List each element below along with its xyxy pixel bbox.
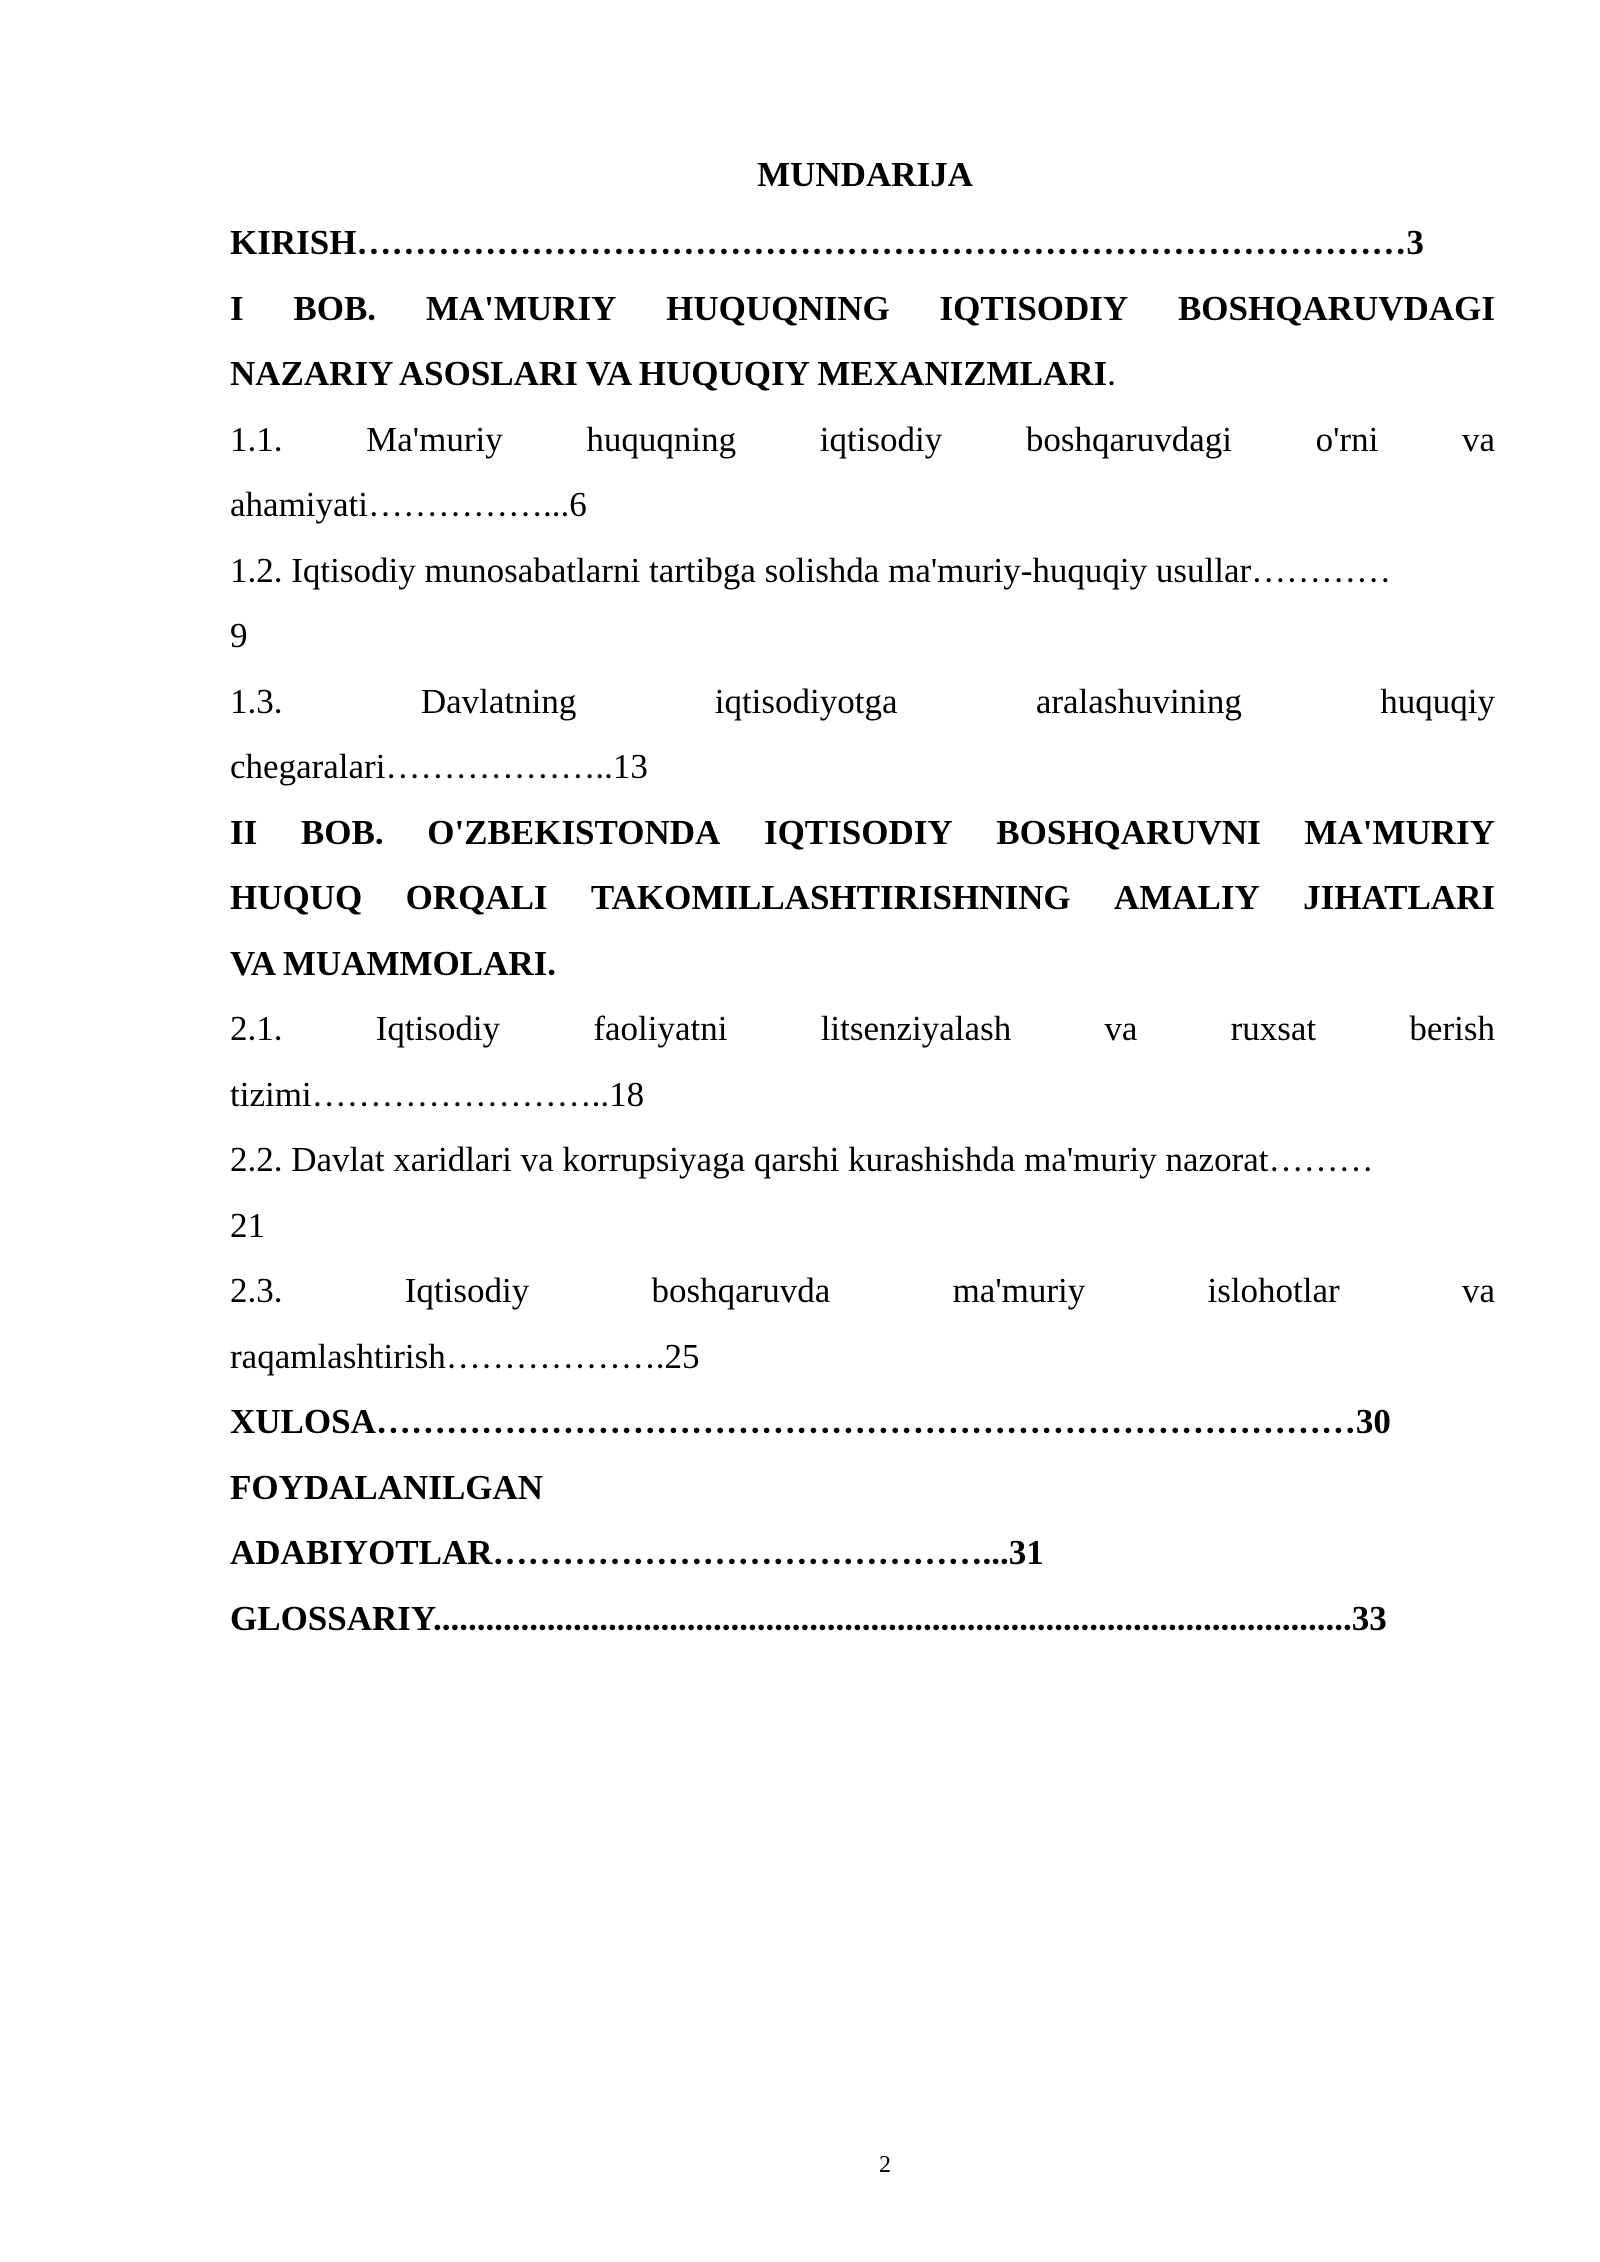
toc-entry-glossariy: GLOSSARIY.........................................................................................................33 (230, 1598, 1387, 1638)
toc-section-1-1-line-2: ahamiyati……………...6 (230, 485, 587, 524)
toc-section-1-1-line-1 (230, 407, 1495, 473)
word: O'ZBEKISTONDA (427, 812, 721, 852)
word: ma'muriy (952, 1271, 1086, 1310)
word: litsenziyalash (820, 1009, 1012, 1048)
word: 2.3. (230, 1271, 283, 1310)
toc-entry-xulosa: XULOSA…………………………………………………………………………30 (230, 1402, 1391, 1441)
word: faoliyatni (593, 1009, 728, 1048)
toc-chapter-2-line-1 (230, 800, 1495, 866)
toc-section-2-3-line-1 (230, 1258, 1495, 1324)
word: aralashuvining (1035, 681, 1242, 721)
toc-section-2-1-line-2: tizimi……………………..18 (230, 1074, 645, 1114)
word: va (1461, 419, 1495, 459)
word: boshqaruvda (651, 1271, 831, 1310)
toc-section-2-2-line-1: 2.2. Davlat xaridlari va korrupsiyaga qarshi kurashishda ma'muriy nazorat……… (230, 1140, 1374, 1179)
word: Davlatning (420, 681, 577, 721)
toc-entry-foydalanilgan-line-2: ADABIYOTLAR……………………………………...31 (230, 1533, 1044, 1572)
word: Iqtisodiy (404, 1271, 530, 1310)
toc-chapter-1-line-1 (230, 276, 1495, 342)
toc-entry-kirish: KIRISH………………………………………………………………………………3 (230, 223, 1424, 262)
word: AMALIY (1113, 878, 1260, 917)
word: huquqiy (1380, 681, 1495, 721)
word: ruxsat (1230, 1009, 1317, 1048)
word: BOB. (300, 812, 384, 852)
word: iqtisodiy (819, 419, 943, 459)
toc-chapter-2-line-2 (230, 865, 1495, 931)
word: 1.1. (230, 419, 283, 459)
word: IQTISODIY (939, 288, 1129, 328)
word: BOSHQARUVNI (996, 812, 1261, 852)
word: islohotlar (1207, 1271, 1340, 1310)
chapter-1-period: . (1107, 354, 1116, 393)
toc-section-1-2-line-1: 1.2. Iqtisodiy munosabatlarni tartibga solishda ma'muriy-huquqiy usullar………… (230, 550, 1392, 590)
word: Ma'muriy (366, 419, 503, 459)
word: MA'MURIY (425, 288, 617, 328)
word: I (230, 288, 244, 328)
word: JIHATLARI (1303, 878, 1495, 917)
toc-section-2-2-line-2: 21 (230, 1205, 265, 1245)
word: IQTISODIY (763, 812, 953, 852)
toc-section-1-2-line-2: 9 (230, 616, 248, 655)
word: berish (1409, 1009, 1495, 1048)
toc-chapter-1-line-2 (230, 341, 1495, 407)
word: Iqtisodiy (375, 1009, 501, 1048)
toc-section-2-3-line-2: raqamlashtirish……………….25 (230, 1336, 700, 1376)
word: ORQALI (405, 878, 548, 917)
table-of-contents (230, 210, 1495, 1651)
word: HUQUQ (230, 878, 363, 917)
toc-entry-foydalanilgan-line-1: FOYDALANILGAN (230, 1467, 544, 1507)
word: boshqaruvdagi (1025, 419, 1232, 459)
toc-section-1-3-line-1 (230, 669, 1495, 735)
word: II (230, 812, 258, 852)
word: 2.1. (230, 1009, 283, 1048)
word: BOSHQARUVDAGI (1177, 288, 1495, 328)
word: BOB. (293, 288, 377, 328)
word: MA'MURIY (1304, 812, 1495, 852)
toc-section-2-1-line-1 (230, 996, 1495, 1062)
page-number: 2 (879, 2152, 891, 2178)
word: va (1104, 1009, 1138, 1048)
toc-title: MUNDARIJA (757, 155, 973, 194)
word: o'rni (1315, 419, 1379, 459)
word: TAKOMILLASHTIRISHNING (590, 878, 1071, 917)
word: HUQUQNING (666, 288, 890, 328)
toc-chapter-2-line-3: VA MUAMMOLARI. (230, 943, 557, 983)
word: iqtisodiyotga (714, 681, 898, 721)
word: huquqning (586, 419, 737, 459)
word: va (1461, 1271, 1495, 1310)
toc-section-1-3-line-2: chegaralari………………..13 (230, 747, 648, 786)
word: 1.3. (230, 681, 283, 721)
chapter-1-title-end: NAZARIY ASOSLARI VA HUQUQIY MEXANIZMLARI (230, 354, 1108, 393)
